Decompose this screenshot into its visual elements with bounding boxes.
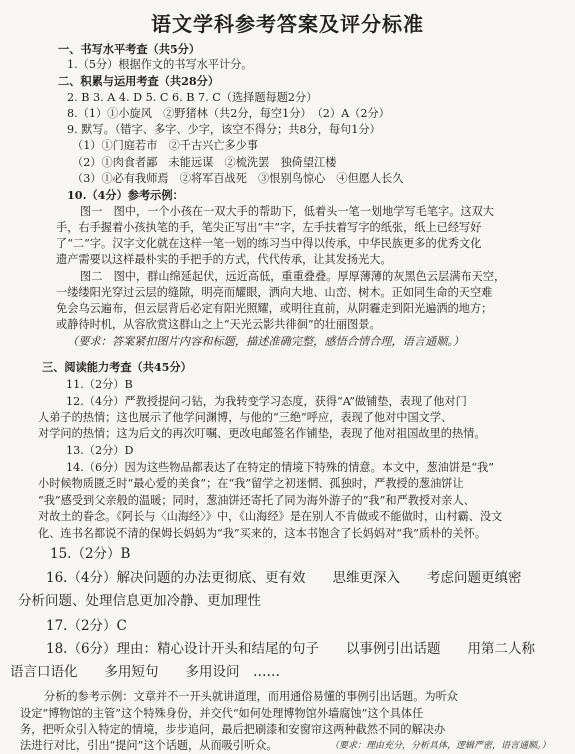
paragraph-line: 对学问的热情；这为后文的再次叮嘱、更改电邮签名作铺垫，表现了他对祖国故里的热情。 <box>38 427 486 440</box>
paragraph-line: 法进行对比，引出“提问”这个话题，从而吸引听众。 <box>20 739 278 752</box>
paragraph-line: 分析的参考示例：文章并不一开头就讲道理，而用通俗易懂的事例引出话题。为听众 <box>44 690 458 703</box>
answer-line: 15.（2分）B <box>50 546 131 562</box>
answer-line: 13.（2分）D <box>66 444 134 457</box>
answer-line: 2. B 3. A 4. D 5. C 6. B 7. C（选择题每题2分） <box>67 91 318 104</box>
paragraph-line: 手，右手握着小孩执笔的手，笔尖正写出“丰”字，左手扶着写字的纸张，纸上已经写好 <box>56 221 482 234</box>
answer-line: 14.（6分）因为这些物品都表达了在特定的情境下特殊的情意。本文中，葱油饼是“我” <box>66 461 494 474</box>
section-heading: 三、阅读能力考查（共45分） <box>42 360 192 374</box>
requirement-note: （要求：理由充分，分析具体，逻辑严密，语言通顺。） <box>330 741 551 751</box>
paragraph-line: “我”感受到父亲般的温暖；同时，葱油饼还寄托了同为海外游子的“我”和严教授对亲人、 <box>38 494 475 507</box>
answer-line: 9. 默写。（错字、多字、少字，该空不得分；共8分，每句1分） <box>67 123 381 136</box>
answer-line: 18.（6分）理由：精心设计开头和结尾的句子 以事例引出话题 用第二人称 <box>46 641 536 657</box>
paragraph-line: 或静待时机，从容欣赏这群山之上“天光云影共徘徊”的壮丽图景。 <box>56 318 381 331</box>
answer-line: 11.（2分）B <box>66 378 133 391</box>
answer-line: 12.（4分）严教授提问刁钻，为我转变学习态度，获得“A”做铺垫，表现了他对门 <box>66 395 467 408</box>
requirement-note: （要求：答案紧扣图片内容和标题，描述准确完整，感悟合情合理，语言通顺。） <box>67 335 465 348</box>
document-title: 语文学科参考答案及评分标准 <box>151 12 424 36</box>
paragraph-line: 图一 图中，一个小孩在一双大手的帮助下，低着头一笔一划地学写毛笔字。这双大 <box>80 205 494 218</box>
paragraph-line: 分析问题、处理信息更加冷静、更加理性 <box>18 593 261 609</box>
paragraph-line: 对故土的眷念。《阿长与〈山海经〉》中，《山海经》是在别人不肯做或不能做时，山村霸、没文 <box>38 510 503 523</box>
section-heading: 二、积累与运用考查（共28分） <box>58 74 220 88</box>
paragraph-line: 遗产需要以这样最朴实的手把手的方式，代代传承，让其发扬光大。 <box>56 253 392 266</box>
answer-line: 16.（4分）解决问题的办法更彻底、更有效 思维更深入 考虑问题更缜密 <box>46 570 522 586</box>
paragraph-line: 图二 图中，群山绵延起伏，远近高低，重重叠叠。厚厚薄薄的灰黑色云层满布天空， <box>80 270 506 283</box>
answer-line: 17.（2分）C <box>46 618 127 634</box>
paragraph-line: 了“二”字。汉字文化就在这样一笔一划的练习当中得以传承，中华民族更多的优秀文化 <box>56 237 482 250</box>
answer-line: （3）①必有我师焉 ②将军百战死 ③恨别鸟惊心 ④但愿人长久 <box>72 172 404 185</box>
answer-line: 10.（4分）参考示例： <box>67 188 184 202</box>
paragraph-line: 设定“博物馆的主管”这个特殊身份，并交代“如何处理博物馆外墙腐蚀”这个具体任 <box>20 707 424 720</box>
paragraph-line: 务，把听众引入特定的情境，步步追问，最后把刷漆和安窗帘这两种截然不同的解决办 <box>20 723 446 736</box>
answer-line: 8.（1）①小旋风 ②野猪林（共2分，每空1分） （2）A（2分） <box>67 107 390 120</box>
paragraph-line: 语言口语化 多用短句 多用设问 …… <box>10 664 280 680</box>
paragraph-line: 小时候物质匮乏时“最心爱的美食”；在“我”留学之初迷惘、孤独时，严教授的葱油饼让 <box>38 477 464 490</box>
paragraph-line: 免会乌云遍布，但云层背后必定有阳光照耀，或明往直前，从阴霾走到阳光遍洒的地方； <box>56 302 493 315</box>
paragraph-line: 一缕缕阳光穿过云层的缝隙，明亮而耀眼，洒向大地、山峦、树木。正如同生命的天空难 <box>56 286 493 299</box>
answer-line: 1.（5分）根据作文的书写水平计分。 <box>67 58 253 71</box>
answer-line: （1）①门庭若市 ②千古兴亡多少事 <box>72 139 259 152</box>
answer-line: （2）①肉食者鄙 未能远谋 ②梳洗罢 独倚望江楼 <box>72 156 337 169</box>
paragraph-line: 化、连书名都说不清的保姆长妈妈为“我”买来的，这本书饱含了长妈妈对“我”质朴的关怀。 <box>38 527 487 540</box>
paragraph-line: 人弟子的热情；这也展示了他学问渊博，与他的“三绝”呼应，表现了他对中国文学、 <box>38 411 453 424</box>
section-heading: 一、书写水平考查（共5分） <box>58 42 201 56</box>
